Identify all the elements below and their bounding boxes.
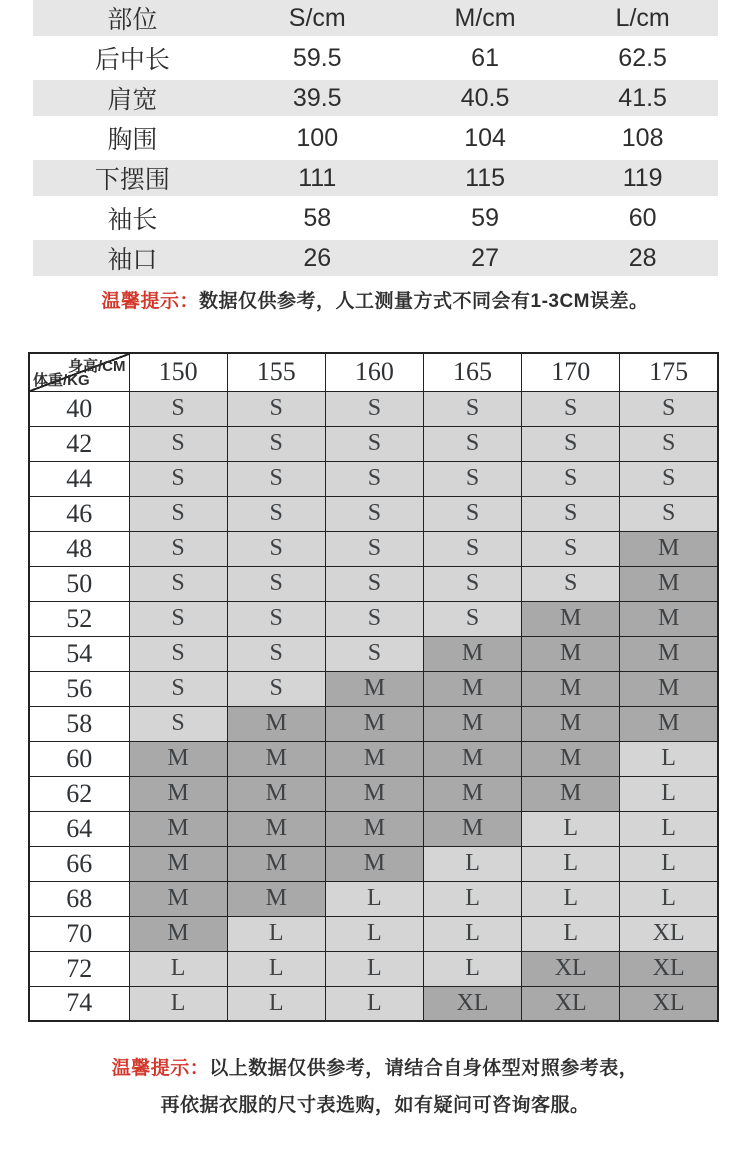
size-cell: M bbox=[620, 671, 718, 706]
weight-row-label: 60 bbox=[29, 741, 129, 776]
size-cell: S bbox=[522, 391, 620, 426]
size-cell: M bbox=[325, 741, 423, 776]
size-cell: M bbox=[423, 671, 521, 706]
measure-row bbox=[33, 80, 718, 116]
size-cell: S bbox=[620, 496, 718, 531]
size-cell: XL bbox=[522, 951, 620, 986]
height-header-cell: 170 bbox=[522, 353, 620, 391]
measure-row bbox=[33, 240, 718, 276]
measure-value-cell: 27 bbox=[471, 243, 499, 272]
size-cell: L bbox=[129, 951, 227, 986]
size-matrix-tip bbox=[0, 1050, 750, 1124]
measure-value-cell: 104 bbox=[464, 123, 506, 152]
size-cell: S bbox=[129, 706, 227, 741]
measure-row-label: 下摆围 bbox=[94, 166, 170, 194]
measure-row bbox=[33, 116, 718, 160]
size-matrix-header-row bbox=[29, 353, 718, 391]
size-cell: S bbox=[129, 391, 227, 426]
size-cell: M bbox=[522, 671, 620, 706]
weight-row-label: 64 bbox=[29, 811, 129, 846]
size-cell: S bbox=[620, 461, 718, 496]
size-cell: S bbox=[129, 671, 227, 706]
weight-row-label: 40 bbox=[29, 391, 129, 426]
measurement-header-row bbox=[33, 0, 718, 36]
size-cell: M bbox=[620, 601, 718, 636]
size-cell: M bbox=[129, 811, 227, 846]
size-cell: S bbox=[129, 496, 227, 531]
size-cell: M bbox=[522, 741, 620, 776]
size-cell: S bbox=[522, 496, 620, 531]
size-matrix-row bbox=[29, 636, 718, 671]
size-cell: S bbox=[423, 496, 521, 531]
weight-row-label: 74 bbox=[29, 986, 129, 1021]
weight-row-label: 52 bbox=[29, 601, 129, 636]
measure-header-cell: S/cm bbox=[288, 3, 346, 32]
measure-value-cell: 100 bbox=[296, 123, 339, 152]
size-cell: XL bbox=[620, 951, 718, 986]
size-cell: S bbox=[325, 601, 423, 636]
size-cell: L bbox=[620, 846, 718, 881]
size-matrix-row bbox=[29, 776, 718, 811]
size-cell: L bbox=[325, 986, 423, 1021]
size-cell: L bbox=[423, 881, 521, 916]
size-cell: XL bbox=[620, 916, 718, 951]
measure-row-label: 肩宽 bbox=[107, 86, 158, 114]
weight-row-label: 48 bbox=[29, 531, 129, 566]
size-cell: S bbox=[325, 496, 423, 531]
tip-prefix: 温馨提示： bbox=[111, 1058, 210, 1079]
size-cell: S bbox=[325, 426, 423, 461]
size-cell: S bbox=[522, 531, 620, 566]
size-cell: L bbox=[423, 916, 521, 951]
size-cell: M bbox=[227, 881, 325, 916]
size-cell: M bbox=[325, 706, 423, 741]
size-cell: XL bbox=[620, 986, 718, 1021]
measurement-tip bbox=[0, 286, 750, 313]
size-cell: S bbox=[129, 601, 227, 636]
height-axis-label: 身高/CM bbox=[68, 358, 126, 375]
size-cell: S bbox=[227, 531, 325, 566]
measure-value-cell: 59 bbox=[471, 203, 499, 232]
weight-row-label: 56 bbox=[29, 671, 129, 706]
size-cell: S bbox=[423, 531, 521, 566]
weight-row-label: 70 bbox=[29, 916, 129, 951]
size-cell: S bbox=[227, 636, 325, 671]
measure-row-label: 胸围 bbox=[107, 126, 158, 154]
tip-text: 数据仅供参考，人工测量方式不同会有1-3CM误差。 bbox=[199, 291, 649, 312]
size-cell: S bbox=[129, 531, 227, 566]
size-matrix-row bbox=[29, 741, 718, 776]
measure-header-cell: L/cm bbox=[615, 3, 670, 32]
size-cell: M bbox=[423, 706, 521, 741]
measure-row-label: 袖口 bbox=[107, 246, 158, 274]
size-cell: L bbox=[227, 916, 325, 951]
size-cell: S bbox=[522, 426, 620, 461]
size-cell: L bbox=[423, 951, 521, 986]
size-cell: M bbox=[522, 636, 620, 671]
measure-value-cell: 115 bbox=[465, 163, 506, 192]
size-cell: M bbox=[129, 776, 227, 811]
size-cell: S bbox=[522, 566, 620, 601]
size-cell: L bbox=[325, 881, 423, 916]
size-cell: L bbox=[522, 811, 620, 846]
size-cell: S bbox=[423, 566, 521, 601]
size-cell: L bbox=[325, 916, 423, 951]
measure-value-cell: 26 bbox=[303, 243, 332, 272]
measurement-table bbox=[33, 0, 718, 276]
measure-value-cell: 62.5 bbox=[618, 43, 667, 72]
size-cell: L bbox=[227, 986, 325, 1021]
size-matrix-row bbox=[29, 706, 718, 741]
size-cell: S bbox=[423, 461, 521, 496]
measure-row-label: 袖长 bbox=[107, 206, 158, 234]
size-cell: L bbox=[325, 951, 423, 986]
size-cell: M bbox=[227, 811, 325, 846]
size-cell: M bbox=[620, 636, 718, 671]
size-matrix-row bbox=[29, 461, 718, 496]
size-matrix-row bbox=[29, 671, 718, 706]
size-cell: M bbox=[129, 916, 227, 951]
size-cell: L bbox=[620, 881, 718, 916]
size-cell: S bbox=[325, 391, 423, 426]
size-cell: M bbox=[620, 531, 718, 566]
weight-row-label: 66 bbox=[29, 846, 129, 881]
size-cell: S bbox=[227, 566, 325, 601]
size-cell: S bbox=[129, 461, 227, 496]
measure-value-cell: 111 bbox=[298, 163, 337, 192]
size-cell: S bbox=[620, 426, 718, 461]
measure-row bbox=[33, 160, 718, 196]
size-cell: S bbox=[522, 461, 620, 496]
weight-row-label: 58 bbox=[29, 706, 129, 741]
measure-value-cell: 28 bbox=[628, 243, 657, 272]
measure-row bbox=[33, 196, 718, 240]
weight-row-label: 68 bbox=[29, 881, 129, 916]
size-matrix-row bbox=[29, 916, 718, 951]
weight-row-label: 54 bbox=[29, 636, 129, 671]
size-cell: M bbox=[620, 706, 718, 741]
size-cell: S bbox=[227, 601, 325, 636]
tip-text-line1: 以上数据仅供参考，请结合自身体型对照参考表， bbox=[209, 1058, 639, 1079]
weight-axis-label: 体重/KG bbox=[33, 371, 90, 389]
size-cell: S bbox=[227, 461, 325, 496]
size-cell: M bbox=[227, 741, 325, 776]
weight-row-label: 50 bbox=[29, 566, 129, 601]
size-cell: M bbox=[129, 881, 227, 916]
size-cell: L bbox=[423, 846, 521, 881]
measure-row-label: 后中长 bbox=[94, 46, 170, 74]
tip-prefix: 温馨提示： bbox=[101, 291, 199, 312]
size-cell: M bbox=[325, 846, 423, 881]
diagonal-corner-cell bbox=[29, 353, 129, 391]
size-cell: S bbox=[227, 391, 325, 426]
size-cell: S bbox=[325, 531, 423, 566]
size-cell: L bbox=[620, 741, 718, 776]
size-matrix-row bbox=[29, 846, 718, 881]
size-matrix-row bbox=[29, 951, 718, 986]
size-cell: XL bbox=[522, 986, 620, 1021]
height-header-cell: 155 bbox=[227, 353, 325, 391]
size-cell: S bbox=[129, 636, 227, 671]
tip-text-line2: 再依据衣服的尺寸表选购，如有疑问可咨询客服。 bbox=[160, 1095, 590, 1116]
measure-value-cell: 108 bbox=[621, 123, 664, 152]
size-cell: S bbox=[129, 426, 227, 461]
measure-value-cell: 59.5 bbox=[292, 43, 342, 72]
size-matrix-row bbox=[29, 496, 718, 531]
measure-value-cell: 41.5 bbox=[618, 83, 667, 112]
height-header-cell: 150 bbox=[129, 353, 227, 391]
size-cell: M bbox=[522, 776, 620, 811]
weight-row-label: 42 bbox=[29, 426, 129, 461]
size-matrix-row bbox=[29, 811, 718, 846]
measure-header-cell: 部位 bbox=[107, 6, 158, 34]
size-cell: L bbox=[129, 986, 227, 1021]
size-matrix-row bbox=[29, 531, 718, 566]
size-cell: S bbox=[227, 671, 325, 706]
size-matrix-row bbox=[29, 391, 718, 426]
size-cell: M bbox=[423, 636, 521, 671]
weight-row-label: 72 bbox=[29, 951, 129, 986]
size-matrix-row bbox=[29, 881, 718, 916]
height-header-cell: 175 bbox=[620, 353, 718, 391]
size-matrix-row bbox=[29, 426, 718, 461]
size-matrix-row bbox=[29, 566, 718, 601]
weight-row-label: 62 bbox=[29, 776, 129, 811]
size-cell: L bbox=[620, 776, 718, 811]
size-cell: M bbox=[325, 671, 423, 706]
size-matrix-row bbox=[29, 986, 718, 1021]
measure-value-cell: 39.5 bbox=[292, 83, 342, 112]
size-cell: M bbox=[620, 566, 718, 601]
size-cell: XL bbox=[423, 986, 521, 1021]
size-cell: M bbox=[227, 846, 325, 881]
size-cell: M bbox=[227, 776, 325, 811]
size-cell: M bbox=[325, 811, 423, 846]
size-cell: S bbox=[227, 496, 325, 531]
size-cell: M bbox=[522, 706, 620, 741]
size-cell: S bbox=[227, 426, 325, 461]
size-cell: L bbox=[227, 951, 325, 986]
size-cell: S bbox=[325, 461, 423, 496]
size-cell: M bbox=[423, 776, 521, 811]
size-cell: L bbox=[522, 846, 620, 881]
size-cell: S bbox=[620, 391, 718, 426]
size-cell: S bbox=[325, 636, 423, 671]
size-matrix-table bbox=[28, 352, 719, 1022]
size-cell: S bbox=[129, 566, 227, 601]
measure-header-cell: M/cm bbox=[454, 3, 516, 32]
measure-value-cell: 40.5 bbox=[460, 83, 510, 112]
size-cell: M bbox=[227, 706, 325, 741]
measure-row bbox=[33, 36, 718, 80]
measure-value-cell: 119 bbox=[622, 163, 663, 192]
size-cell: L bbox=[620, 811, 718, 846]
size-cell: S bbox=[325, 566, 423, 601]
size-cell: S bbox=[423, 391, 521, 426]
size-cell: L bbox=[522, 916, 620, 951]
height-header-cell: 160 bbox=[325, 353, 423, 391]
size-cell: M bbox=[129, 846, 227, 881]
measure-value-cell: 61 bbox=[471, 43, 499, 72]
size-cell: S bbox=[423, 426, 521, 461]
measure-value-cell: 58 bbox=[303, 203, 332, 232]
size-cell: M bbox=[522, 601, 620, 636]
size-cell: L bbox=[522, 881, 620, 916]
size-cell: M bbox=[423, 811, 521, 846]
weight-row-label: 46 bbox=[29, 496, 129, 531]
measure-value-cell: 60 bbox=[628, 203, 657, 232]
size-matrix-row bbox=[29, 601, 718, 636]
weight-row-label: 44 bbox=[29, 461, 129, 496]
size-cell: M bbox=[423, 741, 521, 776]
size-cell: S bbox=[423, 601, 521, 636]
height-header-cell: 165 bbox=[423, 353, 521, 391]
size-cell: M bbox=[325, 776, 423, 811]
size-cell: M bbox=[129, 741, 227, 776]
